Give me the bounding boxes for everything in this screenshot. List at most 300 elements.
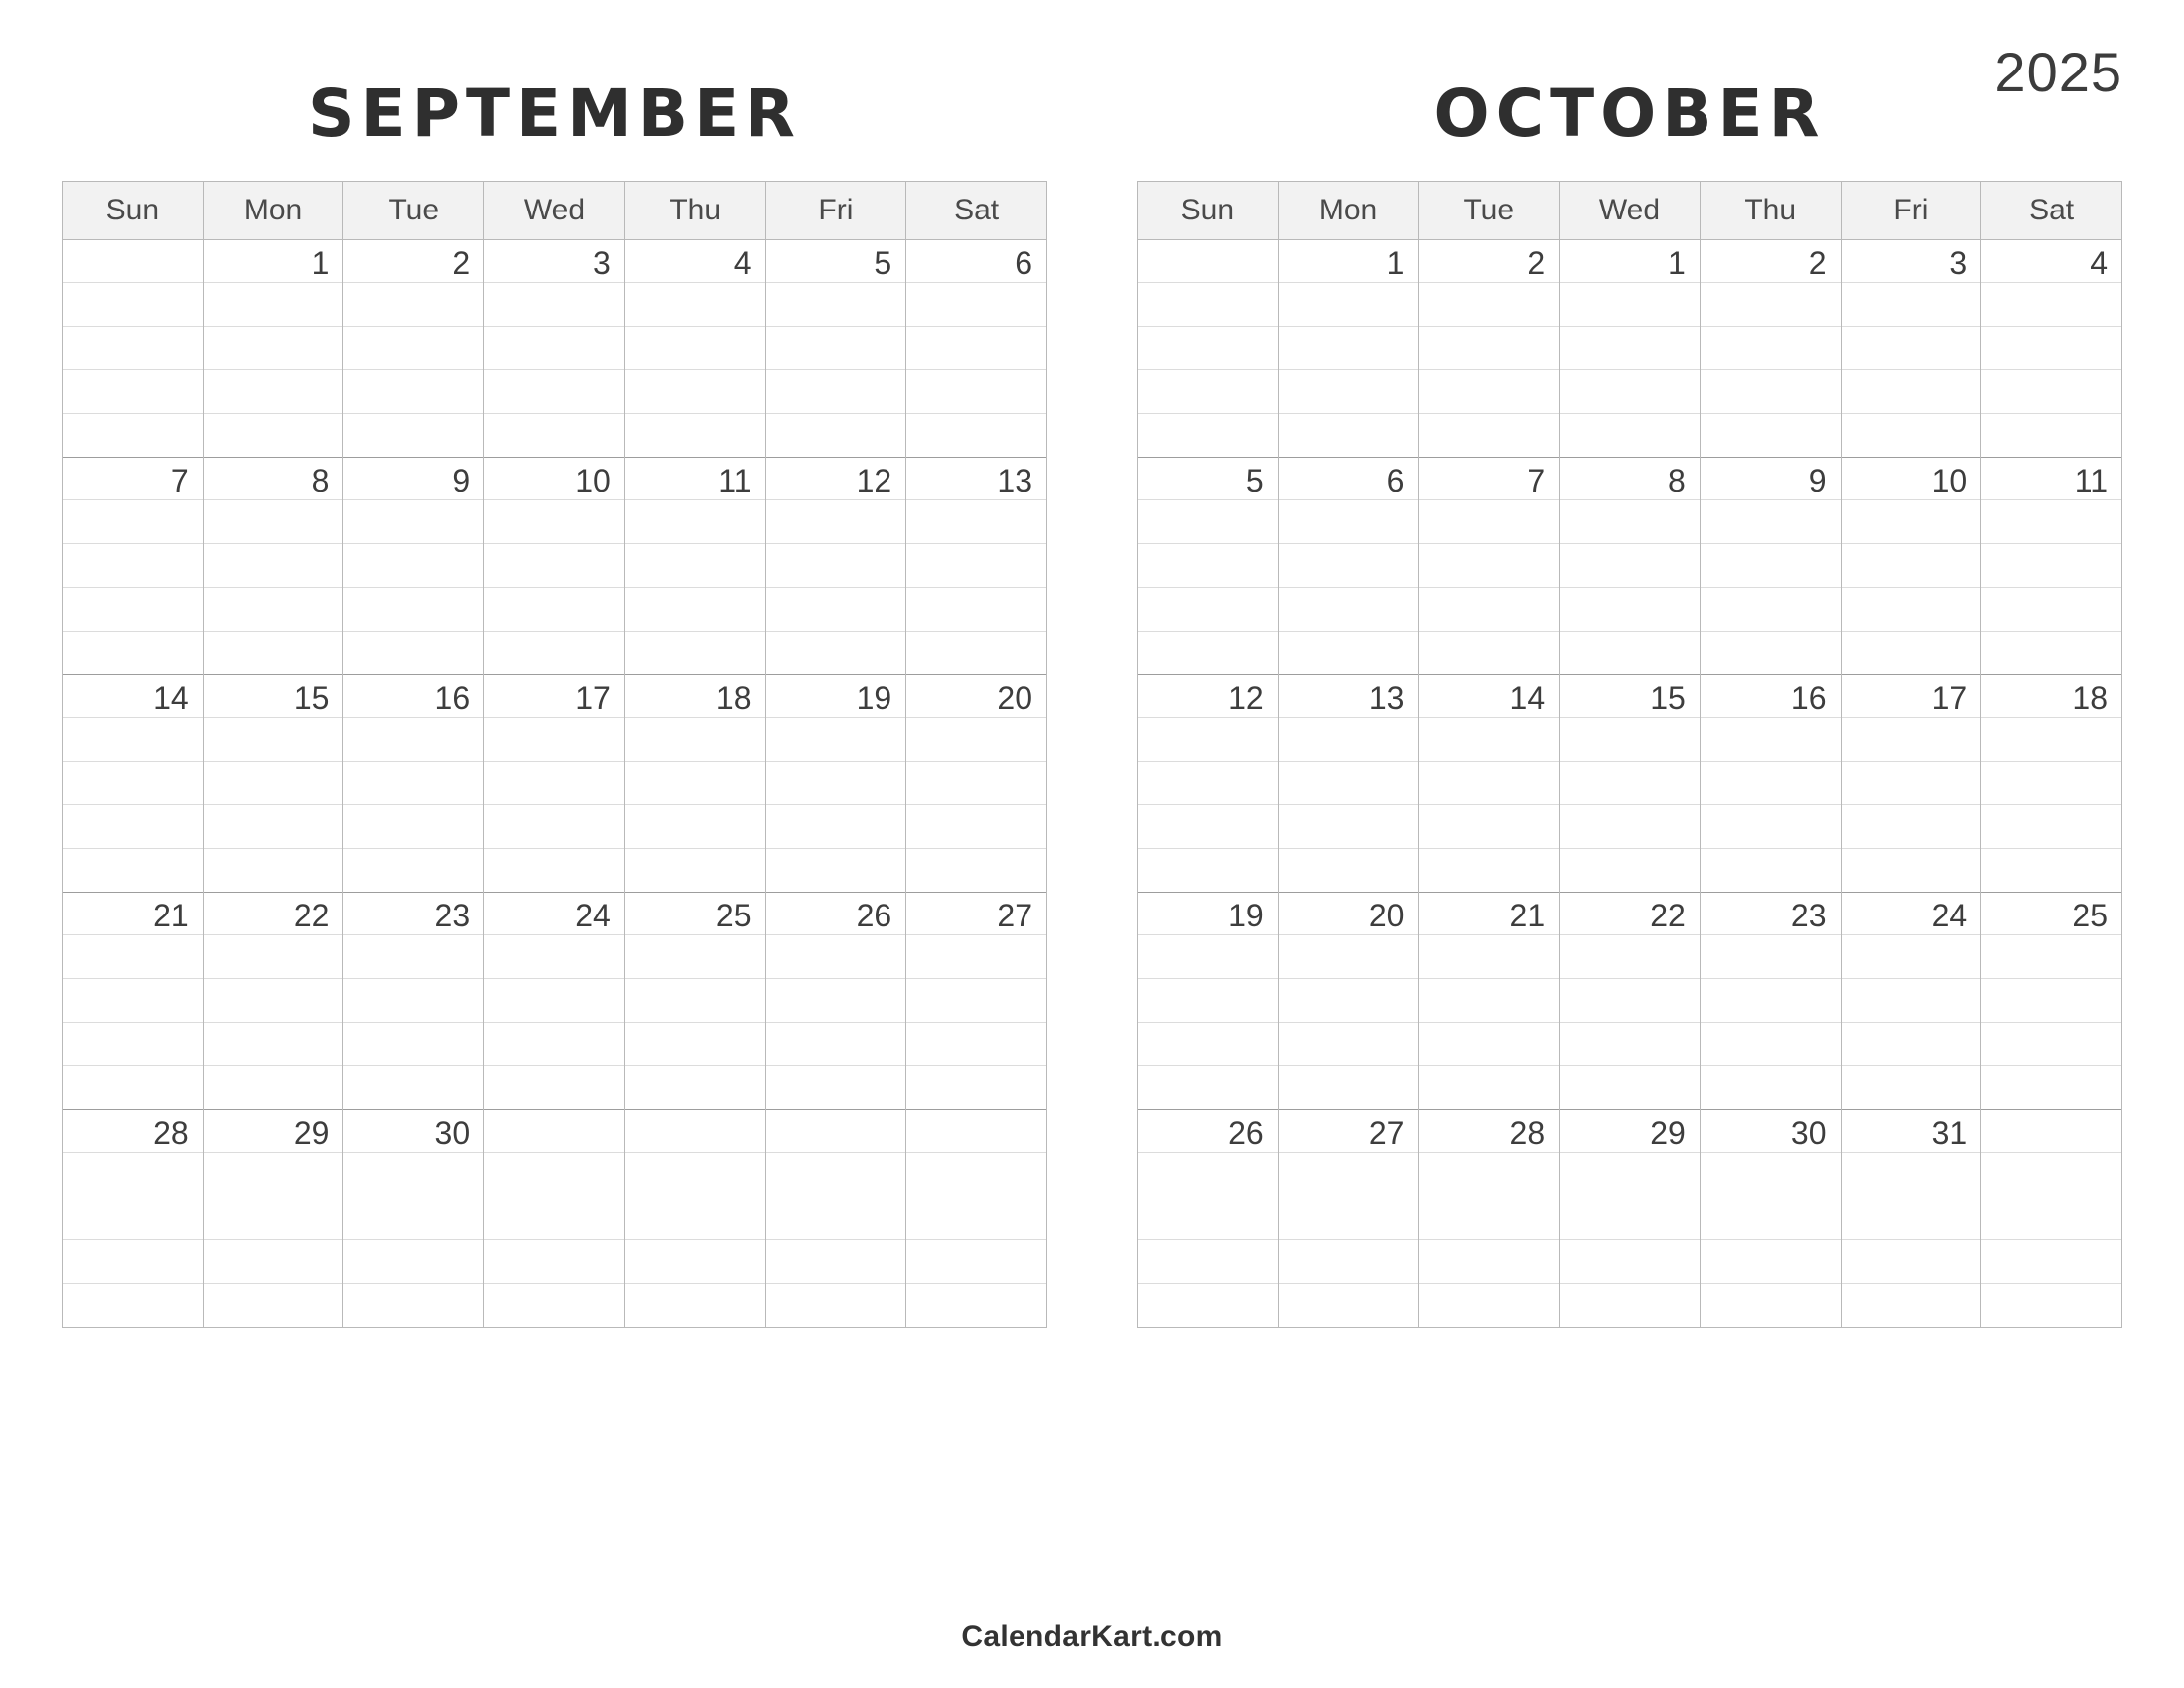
note-line[interactable]: [63, 632, 204, 675]
note-line[interactable]: [484, 849, 625, 893]
note-line[interactable]: [1841, 1240, 1981, 1284]
note-line[interactable]: [1419, 370, 1560, 414]
day-cell[interactable]: [1841, 240, 1981, 283]
note-line[interactable]: [1138, 283, 1279, 327]
note-line[interactable]: [63, 327, 204, 370]
note-line[interactable]: [1138, 718, 1279, 762]
note-line[interactable]: [203, 1023, 343, 1066]
note-line[interactable]: [1560, 849, 1701, 893]
day-cell[interactable]: [343, 1110, 484, 1153]
note-line[interactable]: [203, 849, 343, 893]
day-cell[interactable]: [1560, 240, 1701, 283]
note-line[interactable]: [1560, 805, 1701, 849]
note-line[interactable]: [203, 762, 343, 805]
day-cell[interactable]: [203, 1110, 343, 1153]
note-line[interactable]: [765, 632, 906, 675]
note-line-row[interactable]: [63, 979, 1047, 1023]
note-line-row[interactable]: [1138, 762, 2122, 805]
note-line-row[interactable]: [1138, 370, 2122, 414]
note-line[interactable]: [484, 370, 625, 414]
note-line[interactable]: [1278, 1196, 1419, 1240]
note-line[interactable]: [63, 370, 204, 414]
note-line[interactable]: [1700, 414, 1841, 458]
note-line[interactable]: [906, 1023, 1047, 1066]
note-line[interactable]: [624, 1284, 765, 1328]
day-cell[interactable]: [1560, 893, 1701, 935]
note-line[interactable]: [343, 500, 484, 544]
note-line-row[interactable]: [1138, 1023, 2122, 1066]
note-line[interactable]: [1981, 632, 2122, 675]
note-line[interactable]: [906, 370, 1047, 414]
note-line[interactable]: [1841, 1284, 1981, 1328]
day-cell[interactable]: [1560, 675, 1701, 718]
note-line[interactable]: [1138, 849, 1279, 893]
note-line[interactable]: [484, 632, 625, 675]
note-line[interactable]: [1841, 588, 1981, 632]
note-line[interactable]: [63, 283, 204, 327]
note-line[interactable]: [63, 1196, 204, 1240]
note-line[interactable]: [1560, 500, 1701, 544]
day-cell[interactable]: [765, 458, 906, 500]
note-line[interactable]: [1700, 935, 1841, 979]
day-cell[interactable]: [63, 1110, 204, 1153]
note-line[interactable]: [1981, 370, 2122, 414]
day-cell[interactable]: [624, 458, 765, 500]
note-line[interactable]: [1700, 1284, 1841, 1328]
note-line-row[interactable]: [1138, 327, 2122, 370]
note-line[interactable]: [1700, 762, 1841, 805]
note-line[interactable]: [1278, 935, 1419, 979]
note-line[interactable]: [484, 544, 625, 588]
note-line[interactable]: [1700, 370, 1841, 414]
day-cell[interactable]: [1841, 893, 1981, 935]
note-line-row[interactable]: [1138, 935, 2122, 979]
note-line[interactable]: [1841, 370, 1981, 414]
note-line[interactable]: [624, 370, 765, 414]
day-cell[interactable]: [63, 675, 204, 718]
note-line[interactable]: [203, 1066, 343, 1110]
note-line[interactable]: [624, 414, 765, 458]
day-cell[interactable]: [1138, 240, 1279, 283]
day-cell[interactable]: [1841, 675, 1981, 718]
note-line[interactable]: [343, 1240, 484, 1284]
note-line[interactable]: [1419, 500, 1560, 544]
note-line[interactable]: [1419, 762, 1560, 805]
note-line[interactable]: [1841, 632, 1981, 675]
note-line[interactable]: [1700, 1066, 1841, 1110]
note-line[interactable]: [203, 414, 343, 458]
note-line[interactable]: [1981, 1066, 2122, 1110]
day-cell[interactable]: [484, 675, 625, 718]
note-line[interactable]: [343, 588, 484, 632]
day-cell[interactable]: [203, 458, 343, 500]
note-line[interactable]: [1560, 935, 1701, 979]
note-line[interactable]: [484, 762, 625, 805]
note-line[interactable]: [1560, 1066, 1701, 1110]
day-cell[interactable]: [765, 893, 906, 935]
day-cell[interactable]: [1981, 458, 2122, 500]
note-line[interactable]: [1981, 283, 2122, 327]
note-line[interactable]: [1278, 632, 1419, 675]
day-cell[interactable]: [624, 893, 765, 935]
day-cell[interactable]: [1278, 1110, 1419, 1153]
note-line[interactable]: [484, 1153, 625, 1196]
note-line-row[interactable]: [1138, 283, 2122, 327]
note-line[interactable]: [1278, 544, 1419, 588]
note-line[interactable]: [343, 805, 484, 849]
note-line[interactable]: [1700, 327, 1841, 370]
note-line[interactable]: [1419, 718, 1560, 762]
note-line[interactable]: [1278, 718, 1419, 762]
note-line[interactable]: [765, 849, 906, 893]
note-line[interactable]: [1560, 327, 1701, 370]
note-line[interactable]: [1841, 805, 1981, 849]
note-line[interactable]: [1841, 1023, 1981, 1066]
note-line[interactable]: [484, 1196, 625, 1240]
note-line[interactable]: [203, 1240, 343, 1284]
note-line[interactable]: [1841, 1153, 1981, 1196]
note-line[interactable]: [765, 805, 906, 849]
day-cell[interactable]: [1560, 458, 1701, 500]
note-line[interactable]: [1138, 1153, 1279, 1196]
note-line-row[interactable]: [1138, 1153, 2122, 1196]
day-cell[interactable]: [203, 893, 343, 935]
note-line[interactable]: [906, 805, 1047, 849]
note-line[interactable]: [343, 1196, 484, 1240]
day-cell[interactable]: [1138, 893, 1279, 935]
day-cell[interactable]: [1841, 1110, 1981, 1153]
day-cell[interactable]: [343, 458, 484, 500]
note-line[interactable]: [484, 327, 625, 370]
note-line-row[interactable]: [63, 632, 1047, 675]
note-line-row[interactable]: [1138, 544, 2122, 588]
day-cell[interactable]: [1700, 893, 1841, 935]
day-cell[interactable]: [1278, 458, 1419, 500]
note-line[interactable]: [765, 1240, 906, 1284]
note-line[interactable]: [1560, 283, 1701, 327]
note-line-row[interactable]: [1138, 1284, 2122, 1328]
note-line[interactable]: [1138, 762, 1279, 805]
note-line[interactable]: [1419, 283, 1560, 327]
note-line[interactable]: [343, 979, 484, 1023]
note-line[interactable]: [1138, 1240, 1279, 1284]
note-line[interactable]: [1560, 414, 1701, 458]
note-line[interactable]: [343, 632, 484, 675]
note-line[interactable]: [1278, 1240, 1419, 1284]
note-line[interactable]: [484, 588, 625, 632]
note-line[interactable]: [484, 935, 625, 979]
note-line-row[interactable]: [63, 370, 1047, 414]
note-line[interactable]: [1560, 718, 1701, 762]
note-line[interactable]: [1278, 370, 1419, 414]
day-cell[interactable]: [1981, 240, 2122, 283]
note-line[interactable]: [203, 544, 343, 588]
day-cell[interactable]: [1278, 893, 1419, 935]
note-line[interactable]: [1700, 979, 1841, 1023]
note-line[interactable]: [203, 588, 343, 632]
note-line[interactable]: [1560, 1023, 1701, 1066]
day-cell[interactable]: [624, 240, 765, 283]
note-line[interactable]: [1700, 1153, 1841, 1196]
note-line[interactable]: [484, 500, 625, 544]
note-line-row[interactable]: [1138, 849, 2122, 893]
note-line[interactable]: [906, 1153, 1047, 1196]
note-line[interactable]: [906, 718, 1047, 762]
note-line[interactable]: [484, 1066, 625, 1110]
note-line[interactable]: [63, 1023, 204, 1066]
day-cell[interactable]: [1700, 1110, 1841, 1153]
note-line[interactable]: [765, 283, 906, 327]
day-cell[interactable]: [484, 240, 625, 283]
note-line[interactable]: [1981, 935, 2122, 979]
note-line[interactable]: [1278, 500, 1419, 544]
note-line-row[interactable]: [1138, 500, 2122, 544]
note-line[interactable]: [1560, 762, 1701, 805]
note-line[interactable]: [203, 370, 343, 414]
note-line-row[interactable]: [63, 588, 1047, 632]
note-line[interactable]: [765, 544, 906, 588]
note-line[interactable]: [765, 1023, 906, 1066]
note-line[interactable]: [63, 414, 204, 458]
note-line[interactable]: [624, 718, 765, 762]
note-line[interactable]: [1138, 935, 1279, 979]
note-line-row[interactable]: [1138, 979, 2122, 1023]
note-line[interactable]: [1700, 544, 1841, 588]
note-line[interactable]: [63, 544, 204, 588]
day-cell[interactable]: [63, 240, 204, 283]
note-line[interactable]: [1841, 762, 1981, 805]
note-line[interactable]: [1981, 1284, 2122, 1328]
note-line-row[interactable]: [63, 500, 1047, 544]
note-line[interactable]: [1841, 849, 1981, 893]
note-line[interactable]: [1138, 414, 1279, 458]
note-line[interactable]: [1419, 805, 1560, 849]
note-line[interactable]: [765, 500, 906, 544]
note-line[interactable]: [1138, 544, 1279, 588]
note-line[interactable]: [1278, 327, 1419, 370]
note-line[interactable]: [906, 500, 1047, 544]
note-line[interactable]: [203, 935, 343, 979]
note-line[interactable]: [343, 849, 484, 893]
note-line-row[interactable]: [63, 1240, 1047, 1284]
note-line[interactable]: [1419, 544, 1560, 588]
note-line[interactable]: [1278, 588, 1419, 632]
day-cell[interactable]: [765, 675, 906, 718]
note-line[interactable]: [343, 327, 484, 370]
note-line[interactable]: [203, 718, 343, 762]
day-cell[interactable]: [1278, 240, 1419, 283]
note-line[interactable]: [203, 1196, 343, 1240]
note-line[interactable]: [1138, 805, 1279, 849]
note-line[interactable]: [765, 1284, 906, 1328]
note-line[interactable]: [624, 805, 765, 849]
day-cell[interactable]: [203, 240, 343, 283]
note-line-row[interactable]: [1138, 632, 2122, 675]
note-line[interactable]: [1278, 762, 1419, 805]
note-line[interactable]: [624, 849, 765, 893]
note-line[interactable]: [1841, 718, 1981, 762]
note-line-row[interactable]: [1138, 718, 2122, 762]
note-line-row[interactable]: [63, 1153, 1047, 1196]
note-line[interactable]: [624, 935, 765, 979]
day-cell[interactable]: [343, 675, 484, 718]
note-line[interactable]: [203, 327, 343, 370]
note-line[interactable]: [63, 762, 204, 805]
day-cell[interactable]: [1560, 1110, 1701, 1153]
note-line[interactable]: [1700, 632, 1841, 675]
note-line[interactable]: [1278, 979, 1419, 1023]
note-line[interactable]: [906, 1066, 1047, 1110]
note-line[interactable]: [765, 935, 906, 979]
day-cell[interactable]: [1700, 458, 1841, 500]
note-line[interactable]: [1138, 979, 1279, 1023]
note-line[interactable]: [624, 544, 765, 588]
note-line[interactable]: [1700, 1023, 1841, 1066]
note-line[interactable]: [343, 1284, 484, 1328]
note-line[interactable]: [765, 1153, 906, 1196]
note-line[interactable]: [906, 1240, 1047, 1284]
day-cell[interactable]: [1419, 458, 1560, 500]
day-cell[interactable]: [484, 893, 625, 935]
note-line-row[interactable]: [63, 414, 1047, 458]
note-line-row[interactable]: [63, 1066, 1047, 1110]
note-line[interactable]: [1560, 544, 1701, 588]
note-line[interactable]: [624, 1066, 765, 1110]
note-line[interactable]: [63, 500, 204, 544]
note-line[interactable]: [624, 1153, 765, 1196]
note-line[interactable]: [1841, 979, 1981, 1023]
note-line[interactable]: [63, 1284, 204, 1328]
note-line[interactable]: [1981, 588, 2122, 632]
day-cell[interactable]: [343, 893, 484, 935]
note-line-row[interactable]: [63, 1284, 1047, 1328]
note-line[interactable]: [1700, 1196, 1841, 1240]
day-cell[interactable]: [1419, 1110, 1560, 1153]
note-line[interactable]: [1560, 1240, 1701, 1284]
note-line[interactable]: [343, 544, 484, 588]
note-line[interactable]: [1138, 500, 1279, 544]
day-cell[interactable]: [1700, 675, 1841, 718]
note-line[interactable]: [63, 935, 204, 979]
day-cell[interactable]: [1138, 675, 1279, 718]
note-line[interactable]: [624, 327, 765, 370]
note-line[interactable]: [63, 718, 204, 762]
note-line[interactable]: [484, 718, 625, 762]
note-line[interactable]: [1138, 588, 1279, 632]
note-line-row[interactable]: [63, 1023, 1047, 1066]
day-cell[interactable]: [343, 240, 484, 283]
note-line-row[interactable]: [1138, 414, 2122, 458]
note-line[interactable]: [1841, 283, 1981, 327]
note-line[interactable]: [1560, 1153, 1701, 1196]
day-cell[interactable]: [765, 1110, 906, 1153]
day-cell[interactable]: [1981, 893, 2122, 935]
note-line[interactable]: [1419, 1153, 1560, 1196]
day-cell[interactable]: [1841, 458, 1981, 500]
note-line[interactable]: [1841, 414, 1981, 458]
note-line[interactable]: [906, 979, 1047, 1023]
note-line-row[interactable]: [1138, 1196, 2122, 1240]
note-line-row[interactable]: [63, 327, 1047, 370]
note-line[interactable]: [1841, 500, 1981, 544]
note-line[interactable]: [1981, 544, 2122, 588]
note-line[interactable]: [906, 327, 1047, 370]
day-cell[interactable]: [1419, 893, 1560, 935]
note-line[interactable]: [484, 1284, 625, 1328]
note-line-row[interactable]: [1138, 1066, 2122, 1110]
note-line[interactable]: [624, 1240, 765, 1284]
note-line[interactable]: [1419, 1240, 1560, 1284]
note-line[interactable]: [1981, 979, 2122, 1023]
note-line[interactable]: [1419, 849, 1560, 893]
note-line[interactable]: [484, 1240, 625, 1284]
note-line[interactable]: [1700, 1240, 1841, 1284]
note-line-row[interactable]: [1138, 588, 2122, 632]
note-line[interactable]: [1278, 1023, 1419, 1066]
day-cell[interactable]: [1138, 458, 1279, 500]
note-line[interactable]: [906, 588, 1047, 632]
note-line[interactable]: [1700, 718, 1841, 762]
note-line[interactable]: [1138, 327, 1279, 370]
day-cell[interactable]: [906, 240, 1047, 283]
note-line[interactable]: [343, 762, 484, 805]
note-line[interactable]: [1419, 1284, 1560, 1328]
note-line[interactable]: [63, 979, 204, 1023]
note-line[interactable]: [1981, 1023, 2122, 1066]
note-line[interactable]: [1841, 1066, 1981, 1110]
note-line[interactable]: [765, 979, 906, 1023]
note-line[interactable]: [1700, 588, 1841, 632]
note-line[interactable]: [1700, 500, 1841, 544]
note-line[interactable]: [203, 979, 343, 1023]
note-line[interactable]: [1981, 1153, 2122, 1196]
note-line[interactable]: [624, 283, 765, 327]
note-line[interactable]: [1560, 1284, 1701, 1328]
note-line[interactable]: [1138, 1196, 1279, 1240]
note-line-row[interactable]: [1138, 805, 2122, 849]
note-line[interactable]: [1419, 935, 1560, 979]
note-line[interactable]: [1419, 414, 1560, 458]
day-cell[interactable]: [624, 675, 765, 718]
note-line[interactable]: [906, 935, 1047, 979]
note-line[interactable]: [906, 544, 1047, 588]
day-cell[interactable]: [63, 458, 204, 500]
note-line[interactable]: [1560, 1196, 1701, 1240]
note-line[interactable]: [1278, 1284, 1419, 1328]
day-cell[interactable]: [1700, 240, 1841, 283]
note-line[interactable]: [343, 935, 484, 979]
note-line[interactable]: [1981, 500, 2122, 544]
note-line[interactable]: [906, 1284, 1047, 1328]
note-line[interactable]: [63, 849, 204, 893]
day-cell[interactable]: [1981, 675, 2122, 718]
note-line[interactable]: [484, 979, 625, 1023]
note-line[interactable]: [1560, 370, 1701, 414]
note-line[interactable]: [203, 1153, 343, 1196]
note-line[interactable]: [484, 283, 625, 327]
note-line[interactable]: [1419, 632, 1560, 675]
note-line[interactable]: [1700, 805, 1841, 849]
note-line[interactable]: [1841, 544, 1981, 588]
note-line[interactable]: [906, 849, 1047, 893]
note-line[interactable]: [624, 979, 765, 1023]
note-line[interactable]: [1700, 283, 1841, 327]
note-line-row[interactable]: [63, 1196, 1047, 1240]
note-line[interactable]: [343, 1066, 484, 1110]
note-line[interactable]: [624, 632, 765, 675]
note-line[interactable]: [906, 762, 1047, 805]
note-line[interactable]: [1841, 1196, 1981, 1240]
